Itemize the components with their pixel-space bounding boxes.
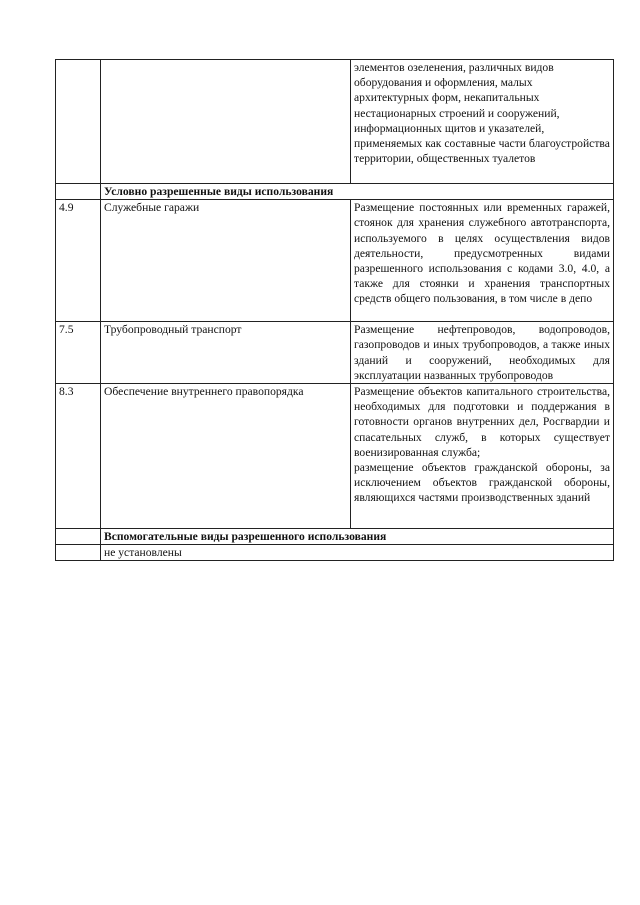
section-title-conditional: Условно разрешенные виды использования [101,184,614,200]
description-text-paragraph-2: размещение объектов гражданской обороны, за исключением объектов гражданской обороны, являющихся частями производственных зданий [354,461,610,505]
name-cell: Обеспечение внутреннего правопорядка [101,384,351,529]
description-text: элементов озеленения, различных видов оборудования и оформления, малых архитектурных форм, некапитальных нестационарных строений и сооружений, информационных щитов и указателей, применяемых как составные части благоустройства территории, общественных туалетов [354,61,610,166]
code-cell: 7.5 [56,322,101,384]
description-cell [351,200,614,322]
description-cell [351,322,614,384]
description-text: Размещение нефтепроводов, водопроводов, газопроводов и иных трубопроводов, а также иных зданий и сооружений, необходимых для эксплуатации названных трубопроводов [354,323,610,382]
table-row-7-5 [56,322,614,384]
code-cell [56,529,101,545]
code-cell [56,60,101,184]
table-row-4-9 [56,200,614,322]
auxiliary-value-cell: не установлены [101,545,614,561]
code-cell [56,184,101,200]
name-cell [101,60,351,184]
description-text-paragraph-1: Размещение объектов капитального строительства, необходимых для подготовки и поддержания в готовности органов внутренних дел, Росгвардии и спасательных служб, в которых существует военизированная служба; [354,385,610,459]
table-row-8-3 [56,384,614,529]
table-row-auxiliary-value [56,545,614,561]
name-cell: Служебные гаражи [101,200,351,322]
section-title-auxiliary: Вспомогательные виды разрешенного использования [101,529,614,545]
code-cell: 4.9 [56,200,101,322]
description-cell [351,384,614,529]
description-text: Размещение постоянных или временных гаражей, стоянок для хранения служебного автотранспорта, используемого в целях осуществления видов деятельности, предусмотренных видами разрешенного использования с кодами 3.0, 4.0, а также для стоянки и хранения транспортных средств общего пользования, в том числе в депо [354,201,610,306]
table-row-section-conditional [56,184,614,200]
code-cell [56,545,101,561]
name-cell: Трубопроводный транспорт [101,322,351,384]
description-cell [351,60,614,184]
table-row-continued [56,60,614,184]
land-use-table [55,59,614,561]
code-cell: 8.3 [56,384,101,529]
table-row-section-auxiliary [56,529,614,545]
